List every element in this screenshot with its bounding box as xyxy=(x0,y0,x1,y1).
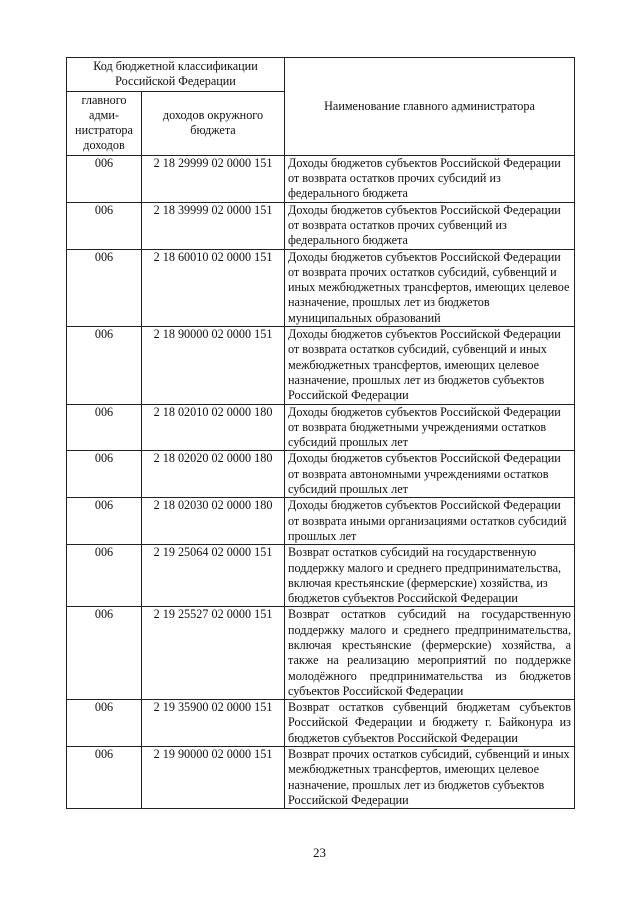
income-code-cell: 2 18 39999 02 0000 151 xyxy=(142,202,285,249)
header-administrator-name: Наименование главного администратора xyxy=(285,58,575,156)
administrator-name-cell: Доходы бюджетов субъектов Российской Федерации от возврата иными организациями остатков субсидий прошлых лет xyxy=(285,498,575,545)
income-code-cell: 2 19 90000 02 0000 151 xyxy=(142,747,285,809)
table-row xyxy=(67,545,575,607)
admin-code-cell: 006 xyxy=(67,155,142,202)
table-row xyxy=(67,249,575,326)
admin-code-cell: 006 xyxy=(67,545,142,607)
admin-code-cell: 006 xyxy=(67,451,142,498)
income-code-cell: 2 18 02020 02 0000 180 xyxy=(142,451,285,498)
admin-code-cell: 006 xyxy=(67,607,142,700)
page-number: 23 xyxy=(313,845,326,860)
admin-code-cell: 006 xyxy=(67,747,142,809)
administrator-name-cell: Доходы бюджетов субъектов Российской Федерации от возврата прочих остатков субсидий, субвенций и иных межбюджетных трансфертов, имеющих целевое назначение, прошлых лет из бюджетов муниципальных образований xyxy=(285,249,575,326)
header-main-administrator: главного адми-нистратора доходов xyxy=(67,91,142,155)
table-row xyxy=(67,155,575,202)
table-row xyxy=(67,404,575,451)
admin-code-cell: 006 xyxy=(67,498,142,545)
admin-code-cell: 006 xyxy=(67,249,142,326)
administrator-name-cell: Возврат прочих остатков субсидий, субвенций и иных межбюджетных трансфертов, имеющих целевое назначение, прошлых лет из бюджетов субъектов Российской Федерации xyxy=(285,747,575,809)
admin-code-cell: 006 xyxy=(67,327,142,404)
table-row xyxy=(67,451,575,498)
income-code-cell: 2 18 29999 02 0000 151 xyxy=(142,155,285,202)
income-code-cell: 2 19 25527 02 0000 151 xyxy=(142,607,285,700)
table-row xyxy=(67,700,575,747)
admin-code-cell: 006 xyxy=(67,404,142,451)
administrator-name-cell: Возврат остатков субсидий на государственную поддержку малого и среднего предпринимательства, включая крестьянские (фермерские) хозяйства, а также на реализацию мероприятий по поддержке молодёжного предпринимательства из бюджетов субъектов Российской Федерации xyxy=(285,607,575,700)
table-row xyxy=(67,327,575,404)
admin-code-cell: 006 xyxy=(67,202,142,249)
income-code-cell: 2 18 90000 02 0000 151 xyxy=(142,327,285,404)
header-row-group xyxy=(67,58,575,92)
administrator-name-cell: Доходы бюджетов субъектов Российской Федерации от возврата автономными учреждениями остатков субсидий прошлых лет xyxy=(285,451,575,498)
administrator-name-cell: Доходы бюджетов субъектов Российской Федерации от возврата бюджетными учреждениями остатков субсидий прошлых лет xyxy=(285,404,575,451)
table-body xyxy=(67,155,575,808)
income-code-cell: 2 18 60010 02 0000 151 xyxy=(142,249,285,326)
table-row xyxy=(67,202,575,249)
table-row xyxy=(67,747,575,809)
administrator-name-cell: Доходы бюджетов субъектов Российской Федерации от возврата остатков прочих субсидий из федерального бюджета xyxy=(285,155,575,202)
income-code-cell: 2 19 25064 02 0000 151 xyxy=(142,545,285,607)
administrator-name-cell: Доходы бюджетов субъектов Российской Федерации от возврата остатков субсидий, субвенций и иных межбюджетных трансфертов, имеющих целевое назначение, прошлых лет из бюджетов субъектов Российской Федерации xyxy=(285,327,575,404)
revenue-classification-table xyxy=(66,57,575,809)
header-budget-classification-code: Код бюджетной классификации Российской Федерации xyxy=(67,58,285,92)
header-district-budget-income: доходов окружного бюджета xyxy=(142,91,285,155)
income-code-cell: 2 18 02030 02 0000 180 xyxy=(142,498,285,545)
administrator-name-cell: Доходы бюджетов субъектов Российской Федерации от возврата остатков прочих субвенций из федерального бюджета xyxy=(285,202,575,249)
administrator-name-cell: Возврат остатков субвенций бюджетам субъектов Российской Федерации и бюджету г. Байконура из бюджетов субъектов Российской Федерации xyxy=(285,700,575,747)
income-code-cell: 2 18 02010 02 0000 180 xyxy=(142,404,285,451)
administrator-name-cell: Возврат остатков субсидий на государственную поддержку малого и среднего предпринимательства, включая крестьянские (фермерские) хозяйства, из бюджетов субъектов Российской Федерации xyxy=(285,545,575,607)
table-row xyxy=(67,607,575,700)
income-code-cell: 2 19 35900 02 0000 151 xyxy=(142,700,285,747)
admin-code-cell: 006 xyxy=(67,700,142,747)
table-row xyxy=(67,498,575,545)
